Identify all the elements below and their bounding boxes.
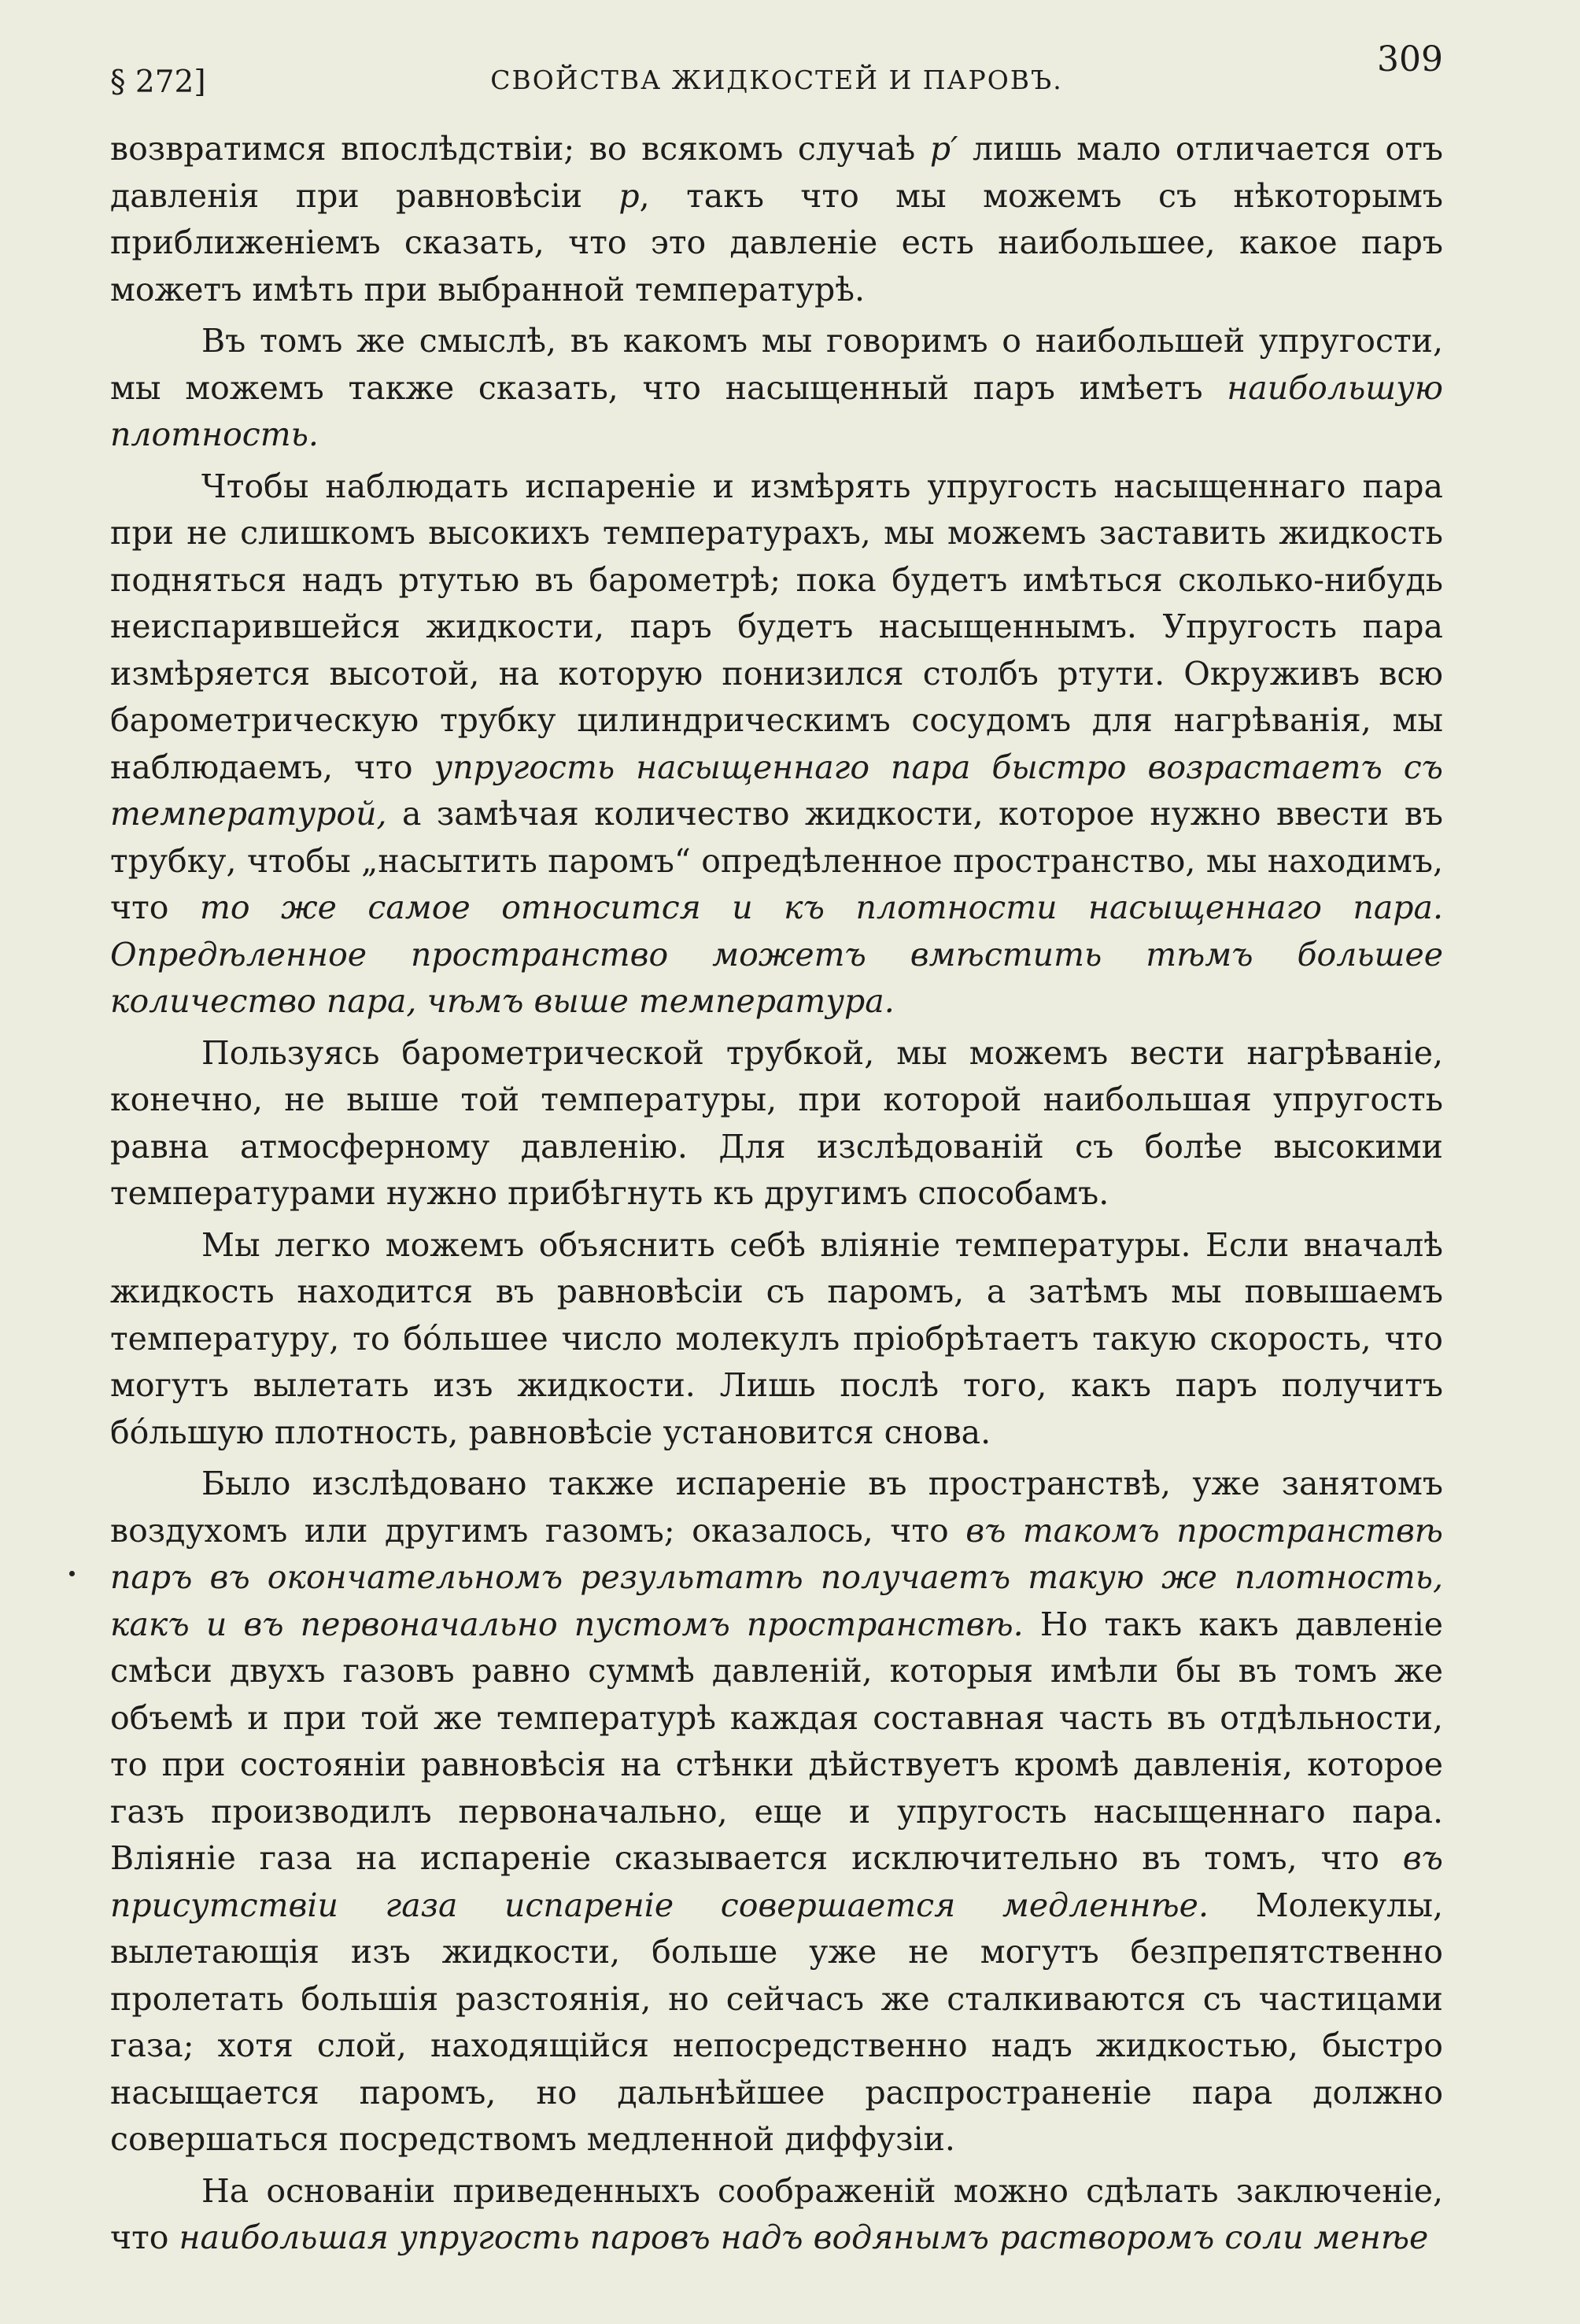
- emphasized-text: то же самое относится и къ плотности насыщеннаго пара. Опредѣленное пространство можетъ вмѣстить тѣмъ большее количество пара, чѣмъ выше температура.: [110, 889, 1443, 1020]
- text-run: Но такъ какъ давленіе смѣси двухъ газовъ равно суммѣ давленій, которыя имѣли бы въ томъ же объемѣ и при той же температурѣ каждая составная часть въ отдѣльности, то при состояніи равновѣсія на стѣнки дѣйствуетъ кромѣ давленія, которое газъ производилъ первоначально, еще и упругость насыщеннаго пара. Вліяніе газа на испареніе сказывается исключительно въ томъ, что: [110, 1605, 1443, 1877]
- emphasized-text: p: [618, 176, 640, 215]
- emphasized-text: упругость насыщеннаго пара быстро возрастаетъ съ температурой,: [110, 748, 1443, 833]
- page-body-text: [110, 126, 1443, 2267]
- text-run: Въ томъ же смыслѣ, въ какомъ мы говоримъ о наибольшей упругости, мы можемъ также сказать, что насыщенный паръ имѣетъ: [110, 322, 1443, 407]
- text-run: , такъ что мы можемъ съ нѣкоторымъ приближеніемъ сказать, что это давленіе есть наибольшее, какое паръ можетъ имѣть при выбранной температурѣ.: [110, 176, 1443, 309]
- page-number: 309: [1377, 39, 1443, 79]
- paragraph: [110, 464, 1443, 1025]
- paragraph: [110, 1461, 1443, 2163]
- emphasized-text: наибольшую плотность.: [110, 368, 1443, 453]
- text-run: Мы легко можемъ объяснить себѣ вліяніе температуры. Если вначалѣ жидкость находится въ равновѣсіи съ паромъ, а затѣмъ мы повышаемъ температуру, то бо́льшее число молекулъ пріобрѣтаетъ такую скорость, что могутъ вылетать изъ жидкости. Лишь послѣ того, какъ паръ получитъ бо́льшую плотность, равновѣсіе установится снова.: [110, 1225, 1443, 1451]
- text-run: возвратимся впослѣдствіи; во всякомъ случаѣ: [110, 130, 930, 168]
- text-run: Было изслѣдовано также испареніе въ пространствѣ, уже занятомъ воздухомъ или другимъ газомъ; оказалось, что: [110, 1465, 1443, 1550]
- paragraph: [110, 318, 1443, 459]
- text-run: Чтобы наблюдать испареніе и измѣрять упругость насыщеннаго пара при не слишкомъ высокихъ температурахъ, мы можемъ заставить жидкость подняться надъ ртутью въ барометрѣ; пока будетъ имѣться сколько-нибудь неиспарившейся жидкости, паръ будетъ насыщеннымъ. Упругость пара измѣряется высотой, на которую понизился столбъ ртути. Окруживъ всю барометрическую трубку цилиндрическимъ сосудомъ для нагрѣванія, мы наблюдаемъ, что: [110, 467, 1443, 786]
- text-run: лишь мало отличается отъ давленія при равновѣсіи: [110, 130, 1443, 215]
- paragraph: [110, 126, 1443, 313]
- section-reference: § 272]: [110, 65, 206, 100]
- running-title: СВОЙСТВА ЖИДКОСТЕЙ И ПАРОВЪ.: [490, 65, 1063, 95]
- paragraph: [110, 2168, 1443, 2262]
- emphasized-text: въ такомъ пространствѣ паръ въ окончательномъ результатѣ получаетъ такую же плотность, какъ и въ первоначально пустомъ пространствѣ.: [110, 1511, 1443, 1643]
- text-run: Пользуясь барометрической трубкой, мы можемъ вести нагрѣваніе, конечно, не выше той температуры, при которой наибольшая упругость равна атмосферному давленію. Для изслѣдованій съ болѣе высокими температурами нужно прибѣгнуть къ другимъ способамъ.: [110, 1033, 1443, 1212]
- paragraph: [110, 1030, 1443, 1217]
- emphasized-text: наибольшая упругость паровъ надъ водянымъ растворомъ соли менѣе: [179, 2219, 1429, 2256]
- text-run: а замѣчая количество жидкости, которое нужно ввести въ трубку, чтобы „насытить паромъ“ опредѣленное пространство, мы находимъ, что: [110, 795, 1443, 926]
- running-header: [110, 39, 1443, 102]
- paragraph: [110, 1222, 1443, 1457]
- print-speck: [69, 1571, 75, 1576]
- emphasized-text: въ присутствіи газа испареніе совершается медленнѣе.: [110, 1839, 1443, 1924]
- text-run: Молекулы, вылетающія изъ жидкости, больше уже не могутъ безпрепятственно пролетать большія разстоянія, но сейчасъ же сталкиваются съ частицами газа; хотя слой, находящійся непосредственно надъ жидкостью, быстро насыщается паромъ, но дальнѣйшее распространеніе пара должно совершаться посредствомъ медленной диффузіи.: [110, 1886, 1444, 2158]
- text-run: На основаніи приведенныхъ соображеній можно сдѣлать заключеніе, что: [110, 2171, 1443, 2256]
- emphasized-text: p′: [929, 130, 958, 168]
